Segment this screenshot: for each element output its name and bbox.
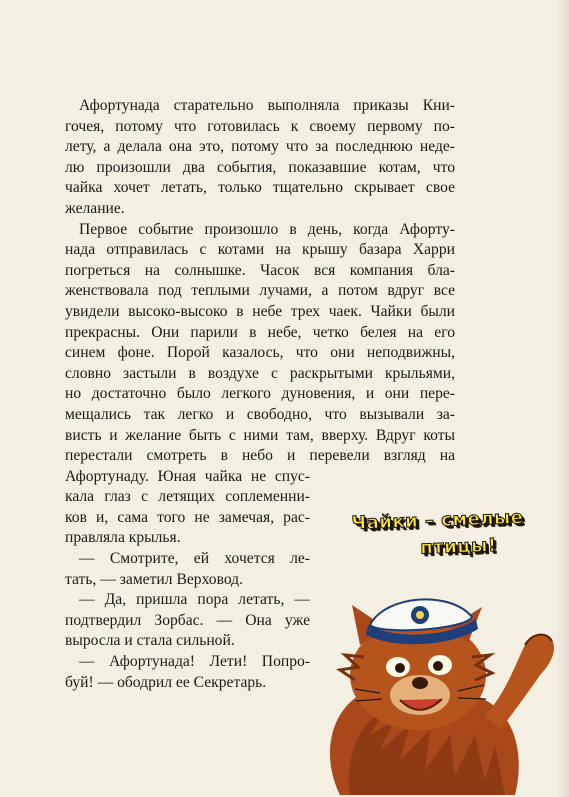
- text-line: нада отправилась с котами на крышу базара Харри: [65, 241, 455, 259]
- text-line: увидели высоко-высоко в небе трех чаек. Чайки были: [65, 302, 455, 320]
- dialogue-zorbas: [65, 590, 310, 652]
- text-line: мещались так легко и свободно, что вызывали за-: [65, 405, 455, 423]
- cat-arm: [485, 635, 554, 730]
- text-line: тать, — заметил Верховод.: [65, 570, 244, 588]
- text-line: — Да, пришла пора летать, —: [79, 591, 310, 609]
- text-line: словно застыли в воздухе с раскрытыми крыльями,: [65, 364, 455, 382]
- dialogue-verkhovod: [65, 549, 310, 590]
- text-line: висть и желание быть с ними там, вверху. Вдруг коты: [65, 426, 455, 444]
- text-line: погреться на солнышке. Часок вся компания бла-: [65, 261, 455, 279]
- cat-nose: [412, 677, 428, 689]
- paragraph-1: [65, 96, 455, 220]
- text-line: перестали смотреть в небо и перевели взгляд на: [65, 447, 455, 465]
- caption-line-2: птицы!: [419, 534, 497, 559]
- text-line: Афортунаду. Юная чайка не спус-: [65, 467, 310, 485]
- dialogue-sekretar: [65, 652, 310, 693]
- text-line: синем фоне. Порой казалось, что они неподвижны,: [65, 344, 455, 362]
- text-line: правляла крылья.: [65, 529, 181, 547]
- illustration-caption: [337, 507, 539, 562]
- text-line: желание.: [65, 199, 125, 217]
- text-line: кала глаз с летящих соплеменни-: [65, 488, 310, 506]
- text-line: чайка хочет летать, только тщательно скрывает свое: [65, 179, 455, 197]
- caption-line-1: Чайки – смелые: [351, 507, 524, 535]
- text-line: гочея, потому что готовилась к своему первому по-: [65, 117, 455, 135]
- text-line: Первое событие произошло в день, когда Афорту-: [79, 220, 455, 238]
- text-line: выросла и стала сильной.: [65, 632, 235, 650]
- text-line: но достаточно было легкого дуновения, и они пере-: [65, 385, 455, 403]
- text-line: подтвердил Зорбас. — Она уже: [65, 611, 310, 629]
- text-line: лету, а делала она это, потому что за последнюю неде-: [65, 138, 455, 156]
- text-line: Афортунада старательно выполняла приказы Кни-: [79, 97, 455, 114]
- paragraph-2: [65, 220, 455, 550]
- text-line: буй! — ободрил ее Секретарь.: [65, 673, 267, 691]
- text-line: прекрасны. Они парили в небе, четко белея на его: [65, 323, 455, 341]
- text-line: женствовала под теплыми лучами, а потом вдруг все: [65, 282, 455, 300]
- text-line: лю произошли два события, показавшие котам, что: [65, 158, 455, 176]
- text-line: — Смотрите, ей хочется ле-: [79, 550, 310, 568]
- text-line: — Афортунада! Лети! Попро-: [79, 653, 310, 671]
- text-line: ков и, сама того не замечая, рас-: [65, 508, 310, 526]
- cat-illustration: [300, 585, 562, 795]
